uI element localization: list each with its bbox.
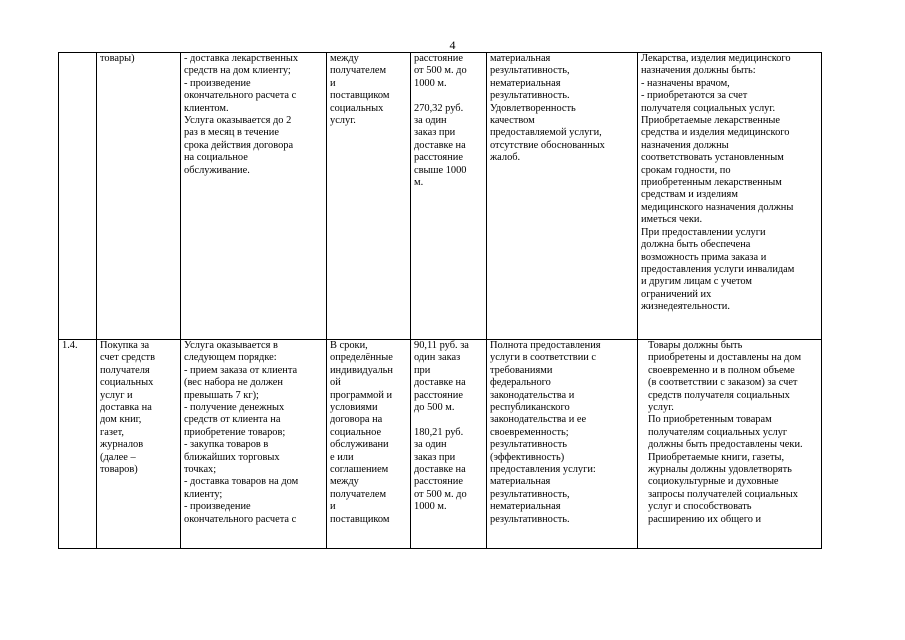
- cell-terms: между получателем и поставщиком социальных услуг.: [327, 53, 411, 340]
- services-table: [58, 52, 822, 549]
- cell-number: 1.4.: [59, 340, 97, 549]
- tariff-line-1: 90,11 руб. за один заказ при доставке на расстояние до 500 м.: [414, 340, 469, 414]
- cell-tariff: [411, 340, 487, 549]
- tariff-line-2: 270,32 руб. за один заказ при доставке на расстояние свыше 1000 м.: [414, 102, 467, 189]
- cell-conditions: Товары должны быть приобретены и доставлены на дом своевременно и в полном объеме (в соответствии с заказом) за счет средств получателя социальных услуг. По приобретенным товарам получателям социальных услуг должны быть предоставлены чеки. Приобретаемые книги, газеты, журналы должны удовлетворять социокультурные и духовные запросы получателей социальных услуг и способствовать расширению их общего и: [638, 340, 822, 549]
- cell-terms: В сроки, определённые индивидуальн ой программой и условиями договора на социальное обслуживани е или соглашением между получателем и поставщиком: [327, 340, 411, 549]
- table-row: [59, 340, 822, 549]
- tariff-line-1: расстояние от 500 м. до 1000 м.: [414, 53, 467, 89]
- cell-indicators: Полнота предоставления услуги в соответствии с требованиями федерального законодательства и республиканского законодательства и ее своевременность; результативность (эффективность) предоставления услуги: материальная результативность, нематериальная результативность.: [487, 340, 638, 549]
- table-row: [59, 53, 822, 340]
- cell-conditions: Лекарства, изделия медицинского назначения должны быть: - назначены врачом, - приобретаются за счет получателя социальных услуг. Приобретаемые лекарственные средства и изделия медицинского назначения должны соответствовать установленным срокам годности, по приобретенным лекарственным средствам и изделиям медицинского назначения должны иметься чеки. При предоставлении услуги должна быть обеспечена возможность прима заказа и предоставления услуги инвалидам и другим лицам с учетом ограничений их жизнедеятельности.: [638, 53, 822, 340]
- cell-procedure: - доставка лекарственных средств на дом клиенту; - произведение окончательного расчета с клиентом. Услуга оказывается до 2 раз в месяц в течение срока действия договора на социальное обслуживание.: [181, 53, 327, 340]
- page-number: 4: [449, 38, 456, 52]
- cell-number: [59, 53, 97, 340]
- cell-indicators: материальная результативность, нематериальная результативность. Удовлетворенность качеством предоставляемой услуги, отсутствие обоснованных жалоб.: [487, 53, 638, 340]
- cell-service-name: товары): [97, 53, 181, 340]
- cell-tariff: [411, 53, 487, 340]
- cell-procedure: Услуга оказывается в следующем порядке: - прием заказа от клиента (вес набора не должен превышать 7 кг); - получение денежных средств от клиента на приобретение товаров; - закупка товаров в ближайших торговых точках; - доставка товаров на дом клиенту; - произведение окончательного расчета с: [181, 340, 327, 549]
- cell-service-name: Покупка за счет средств получателя социальных услуг и доставка на дом книг, газет, журналов (далее – товаров): [97, 340, 181, 549]
- tariff-line-2: 180,21 руб. за один заказ при доставке на расстояние от 500 м. до 1000 м.: [414, 426, 467, 513]
